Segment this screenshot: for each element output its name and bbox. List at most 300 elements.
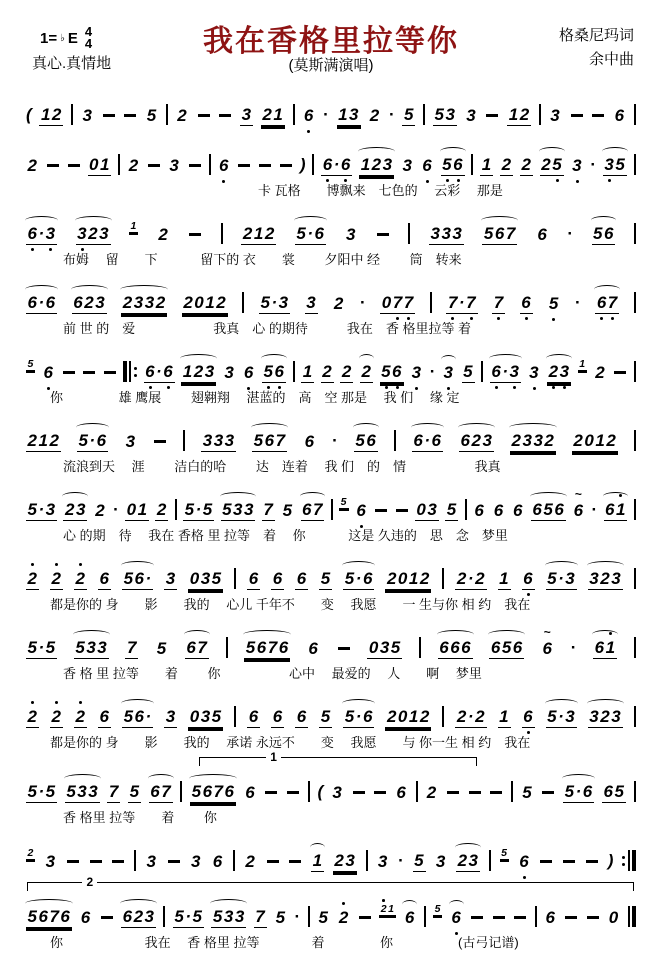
note-group: [425, 775, 438, 803]
note-token: [77, 423, 108, 452]
score: [24, 88, 638, 954]
note-token: [281, 493, 294, 521]
note-digit: 6: [362, 707, 373, 726]
note-group: [144, 354, 175, 383]
note-token: [446, 285, 477, 314]
note-digit: 5: [45, 638, 56, 657]
note-token: [521, 775, 534, 803]
note-digit: 5: [282, 501, 293, 520]
volta-label: 1: [266, 750, 281, 765]
note-digit: 6: [362, 569, 373, 588]
note-token: [331, 775, 344, 803]
note-token: [26, 423, 61, 452]
note-token: [26, 148, 39, 176]
note-group: [145, 98, 158, 126]
notes-row: [24, 88, 638, 126]
key-prefix: 1=: [40, 29, 58, 47]
note-group: [176, 98, 189, 126]
duration-dash: [470, 898, 484, 928]
barline: [308, 781, 310, 802]
note-digit: 5: [340, 496, 347, 508]
note-token: [244, 844, 257, 872]
note-digit: 1: [579, 358, 586, 370]
note-group: [434, 844, 447, 872]
note-digit: 6: [245, 783, 256, 802]
composer-credit: 余中曲: [588, 51, 634, 68]
note-digit: 2: [245, 852, 256, 871]
note-group: [26, 355, 35, 371]
octave-dot-low: [267, 386, 270, 389]
note-token: [410, 355, 423, 383]
note-digit: 6: [513, 501, 524, 520]
barline-thick: [632, 850, 636, 871]
note-digit: 6: [73, 293, 84, 312]
barline: [180, 781, 182, 802]
duration-dash: [89, 842, 103, 872]
note-group: [107, 774, 120, 803]
note-token: [262, 354, 286, 383]
duration-dash: [337, 629, 351, 659]
augmentation-dot: ·: [567, 224, 573, 243]
note-digit: 6: [460, 431, 471, 450]
note-group: [74, 561, 87, 590]
note-group: [262, 492, 275, 521]
note-token: [429, 216, 464, 245]
augmentation-dot: ·: [389, 105, 395, 124]
note-digit: 2: [156, 500, 167, 519]
augmentation-dot: ·: [575, 293, 581, 312]
note-digit: 0: [194, 293, 205, 312]
note-group: [602, 774, 626, 803]
note-group: [50, 561, 63, 590]
note-digit: 3: [234, 907, 245, 926]
note-digit: 1: [182, 362, 193, 381]
note-token: [547, 354, 571, 383]
note-digit: 7: [447, 285, 458, 313]
note-digit: 3: [200, 707, 211, 726]
note-token: [241, 216, 276, 245]
lyrics-line: 都是你的 身 影 我的 心儿 千年不 变 我愿 一 生与你 相 约 我在: [24, 597, 531, 612]
note-token: [128, 774, 141, 803]
note-digit: 5: [45, 782, 56, 801]
note-token: [164, 699, 177, 728]
note-digit: 6: [134, 569, 145, 588]
note-digit: 3: [411, 355, 422, 383]
barline: [118, 154, 120, 175]
note-group: [395, 775, 408, 803]
note-digit: 2: [84, 293, 95, 312]
note-token: [26, 561, 39, 590]
note-group: [244, 844, 257, 872]
note-digit: 2: [75, 561, 86, 589]
note-digit: 2: [419, 569, 430, 588]
note-group: [319, 699, 332, 728]
octave-dot-low: [149, 386, 152, 389]
note-token: [528, 355, 541, 383]
barline: [535, 906, 537, 927]
note-digit: 3: [244, 500, 254, 519]
note-token: [401, 148, 414, 176]
slur-arc: [342, 699, 375, 708]
barline: [634, 154, 636, 175]
note-digit: 6 ~: [542, 625, 553, 658]
augmentation-dot: ·: [590, 155, 597, 174]
note-digit: 2: [333, 294, 344, 313]
note-digit: 6: [605, 500, 615, 519]
note-group: [462, 354, 475, 383]
note-digit: 2: [369, 106, 380, 125]
note-digit: 2: [595, 363, 606, 382]
note-token: [50, 699, 63, 728]
note-digit: 3: [144, 907, 155, 926]
phrase-paren: (: [26, 105, 32, 124]
note-token: [74, 630, 109, 659]
note-group: [480, 147, 493, 176]
note-token: [522, 561, 535, 590]
note-digit: 1: [130, 220, 137, 232]
note-digit: 7: [263, 500, 274, 519]
note-digit: 5: [78, 431, 89, 450]
note-digit: 6: [96, 431, 107, 450]
note-group: [367, 630, 402, 659]
note-group: [79, 900, 92, 928]
note-digit: 6: [224, 782, 235, 801]
note-digit: 5: [211, 569, 222, 588]
note-digit: 6: [356, 493, 367, 521]
duration-dash: [395, 491, 409, 521]
duration-dash: [66, 842, 80, 872]
barline: [366, 850, 368, 871]
note-group: [42, 355, 55, 383]
note-group: [520, 147, 533, 176]
note-token: [360, 354, 373, 383]
note-digit: 5: [320, 707, 331, 726]
duration-dash: [585, 842, 599, 872]
note-digit: 3: [522, 431, 533, 450]
note-digit: 2: [264, 224, 275, 243]
note-token: [413, 843, 426, 872]
note-token: [546, 699, 577, 728]
duration-dash: [288, 842, 302, 872]
note-digit: 7: [403, 285, 414, 313]
note-digit: 1: [595, 431, 606, 450]
note-digit: 2: [27, 156, 38, 175]
barline: [511, 781, 513, 802]
note-group: [305, 285, 318, 314]
note-digit: 5: [564, 782, 575, 801]
barline: [242, 292, 244, 313]
note-token: [540, 147, 564, 176]
duration-dash: [67, 146, 81, 176]
note-token: [317, 900, 330, 928]
note-group: [164, 561, 177, 590]
note-digit: 2: [216, 293, 227, 312]
note-digit: 1: [338, 105, 349, 124]
slur-arc: [342, 561, 375, 570]
duration-dash: [446, 773, 460, 803]
note-digit: 5: [253, 431, 264, 450]
note-digit: 2: [242, 224, 253, 243]
note-digit: 6: [603, 782, 614, 801]
augmentation-dot: ·: [38, 293, 45, 312]
duration-dash: [286, 773, 300, 803]
note-digit: 6: [256, 638, 267, 657]
note-group: [44, 844, 57, 872]
note-token: [122, 561, 153, 590]
barline: [628, 906, 630, 927]
note-digit: 5: [296, 224, 307, 243]
note-digit: 3: [427, 500, 438, 519]
note-digit: 3: [144, 293, 155, 312]
barline: [408, 223, 410, 244]
barline: [234, 568, 236, 589]
note-digit: 2: [122, 293, 133, 312]
note-token: [492, 493, 505, 521]
system: [24, 88, 638, 133]
note-digit: 3: [200, 569, 211, 588]
barline: [312, 154, 314, 175]
lyrics-line: 香 格 里 拉等 着 你 心中 最爱的 人 啊 梦里: [24, 666, 482, 681]
note-digit: 6: [596, 285, 607, 313]
note-digit: 1: [205, 293, 216, 312]
note-digit: 2: [380, 900, 387, 915]
lyricist-credit: 格桑尼玛词: [558, 27, 634, 44]
note-token: [76, 216, 111, 245]
note-digit: 2: [155, 293, 166, 312]
note-digit: 2: [475, 569, 486, 588]
note-digit: 3: [278, 293, 289, 312]
note-token: [603, 147, 627, 176]
system: [24, 414, 638, 478]
lyrics-line: 前 世 的 爱 我真 心 的期待 我在 香 格里拉等 着: [24, 321, 472, 336]
volta-bracket: [27, 875, 634, 891]
note-digit: 5: [192, 907, 203, 926]
note-token: [176, 98, 189, 126]
note-group: [271, 699, 284, 728]
note-digit: 2: [544, 431, 555, 450]
notes-row: [24, 138, 638, 176]
note-group: [164, 699, 177, 728]
augmentation-dot: ·: [145, 569, 152, 588]
time-signature-numerator: 4: [84, 24, 93, 39]
note-token: [295, 216, 326, 245]
grace-note: [26, 844, 35, 860]
note-digit: 7: [108, 782, 119, 801]
barline: [423, 104, 425, 125]
augmentation-dot: ·: [575, 782, 582, 801]
note-digit: 2: [361, 362, 372, 381]
note-digit: 3: [441, 224, 452, 243]
note-token: [415, 492, 439, 521]
note-digit: 5: [543, 500, 554, 519]
augmentation-dot: ·: [156, 362, 163, 381]
slur-arc: [562, 774, 595, 783]
note-group: [332, 286, 345, 314]
note-digit: 1: [312, 851, 323, 870]
note-token: [274, 900, 287, 928]
note-group: [433, 900, 442, 916]
note-token: [149, 774, 173, 803]
duration-dash: [541, 773, 555, 803]
note-digit: 3: [533, 431, 544, 450]
note-token: [65, 774, 100, 803]
note-group: [380, 285, 415, 314]
duration-dash: [279, 146, 293, 176]
note-token: [592, 216, 616, 245]
note-digit: 6: [396, 783, 407, 802]
barline: [634, 706, 636, 727]
note-digit: 7: [312, 500, 323, 519]
note-group: [50, 699, 63, 728]
note-group: [26, 423, 61, 452]
note-token: [190, 774, 236, 803]
duration-dash: [188, 146, 202, 176]
notes-row: [24, 890, 638, 928]
note-digit: 0: [608, 908, 619, 927]
note-digit: 5: [344, 569, 355, 588]
barline: [166, 104, 168, 125]
note-digit: 1: [360, 155, 371, 174]
note-group: [536, 217, 549, 245]
slur-arc: [120, 899, 157, 908]
note-digit: 6: [554, 500, 565, 519]
note-digit: 5: [483, 224, 494, 243]
note-group: [465, 98, 478, 126]
note-token: [42, 355, 55, 383]
barline: [183, 430, 185, 451]
note-digit: 3: [97, 638, 108, 657]
note-digit: 5: [146, 106, 157, 125]
note-digit: 1: [605, 630, 616, 658]
note-token: [473, 493, 486, 521]
notes-row: [24, 207, 638, 245]
duration-dash: [188, 215, 202, 245]
note-digit: 5: [27, 500, 38, 519]
vibrato-icon: ~: [543, 625, 552, 639]
slur-arc: [25, 899, 73, 908]
octave-dot-low: [446, 179, 449, 182]
system: [24, 750, 638, 829]
note-token: [164, 561, 177, 590]
note-digit: 7: [213, 782, 224, 801]
duration-dash: [564, 898, 578, 928]
note-digit: 3: [165, 707, 176, 726]
note-digit: 5: [245, 638, 256, 657]
note-digit: 3: [224, 363, 235, 382]
sheet-header: [24, 10, 638, 88]
note-group: [578, 355, 587, 371]
note-token: [489, 630, 524, 659]
note-token: [385, 561, 431, 590]
note-token: [188, 561, 223, 590]
note-group: [415, 492, 439, 521]
note-digit: 5: [129, 782, 140, 801]
note-digit: 7: [275, 431, 286, 450]
note-digit: 2: [51, 699, 62, 727]
augmentation-dot: ·: [294, 907, 301, 926]
note-digit: 5: [156, 639, 167, 658]
note-token: [26, 699, 39, 728]
notes-row: [24, 483, 638, 521]
note-digit: 5: [614, 782, 625, 801]
note-token: [79, 900, 92, 928]
note-token: [613, 98, 626, 126]
barline: [442, 706, 444, 727]
note-digit: 3: [345, 225, 356, 244]
augmentation-dot: ·: [558, 707, 565, 726]
note-group: [240, 97, 253, 126]
note-token: [188, 699, 223, 728]
slur-arc: [602, 147, 628, 156]
note-token: [441, 147, 465, 176]
system: [24, 552, 638, 616]
note-token: [588, 699, 623, 728]
note-digit: 5: [202, 500, 213, 519]
note-group: [302, 98, 315, 126]
note-digit: 6: [43, 355, 54, 383]
duration-dash: [562, 842, 576, 872]
augmentation-dot: ·: [467, 707, 475, 726]
slur-arc: [189, 774, 237, 783]
slur-arc: [300, 492, 326, 501]
barline: [71, 104, 73, 125]
note-group: [74, 699, 87, 728]
note-digit: 6: [272, 707, 283, 726]
note-digit: 6: [582, 782, 593, 801]
duration-dash: [100, 898, 114, 928]
slur-arc: [62, 492, 88, 501]
note-token: [302, 98, 315, 126]
note-token: [145, 98, 158, 126]
note-group: [455, 561, 486, 590]
slur-arc: [358, 147, 395, 156]
note-token: [26, 492, 57, 521]
note-group: [613, 98, 626, 126]
note-digit: 3: [88, 782, 99, 801]
slur-arc: [545, 699, 578, 708]
note-token: [421, 148, 434, 176]
note-token: [403, 900, 416, 928]
note-group: [295, 699, 308, 728]
duration-dash: [591, 96, 605, 126]
note-digit: 3: [77, 216, 88, 244]
system: [24, 207, 638, 271]
note-digit: 6: [493, 501, 504, 520]
note-group: [498, 561, 511, 590]
note-digit: 3: [332, 783, 343, 802]
note-group: [281, 493, 294, 521]
time-signature-denominator: 4: [84, 36, 93, 51]
note-group: [572, 423, 618, 452]
note-digit: 3: [95, 293, 106, 312]
grace-note: [500, 844, 509, 860]
octave-dot-high: [382, 899, 385, 902]
note-digit: 6: [145, 354, 156, 382]
note-group: [368, 98, 381, 126]
note-group: [522, 699, 535, 728]
note-token: [520, 285, 533, 314]
note-digit: 6: [278, 638, 289, 657]
note-token: [434, 844, 447, 872]
note-digit: 1: [499, 707, 510, 726]
note-group: [507, 97, 531, 126]
barline: [331, 499, 333, 520]
vibrato-icon: ~: [574, 487, 583, 501]
barline: [634, 568, 636, 589]
note-digit: 3: [452, 224, 463, 243]
duration-dash: [468, 773, 482, 803]
duration-dash: [102, 96, 116, 126]
